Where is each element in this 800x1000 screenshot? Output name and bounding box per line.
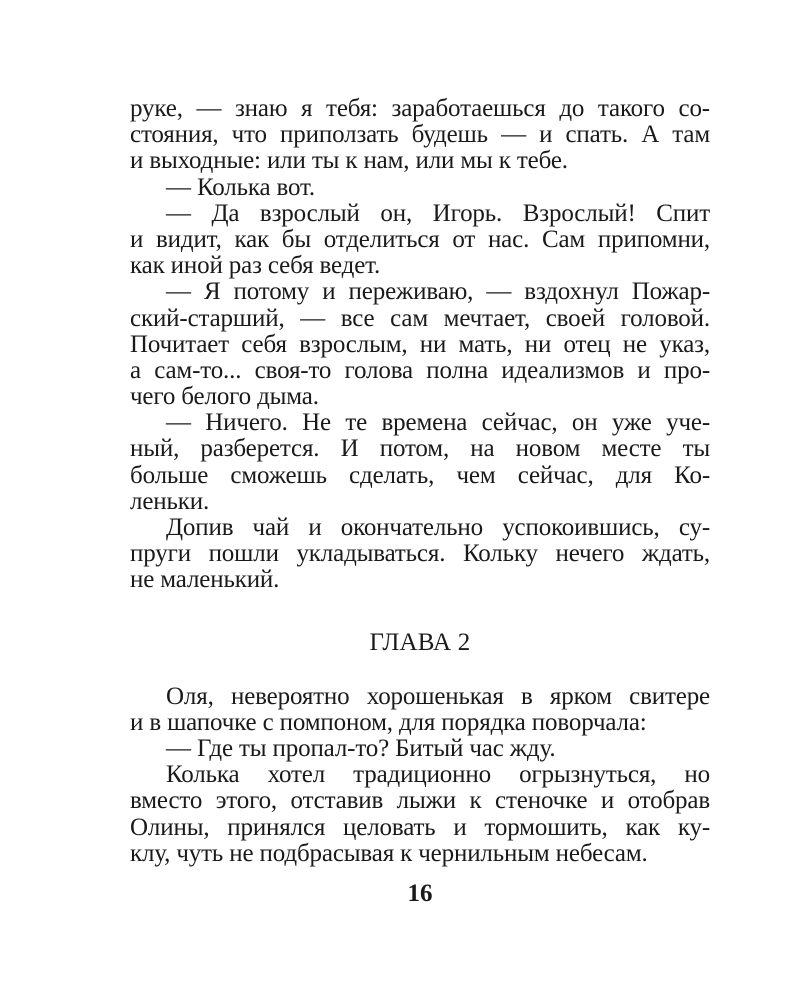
text-line: и в шапочке с помпоном, для порядка поворчала: [130,708,647,736]
text-line: клу, чуть не подбрасывая к чернильным небесам. [130,839,648,867]
text-line: — Я потому и переживаю, — вздохнул Пожар- [166,278,710,306]
text-line: стояния, что приползать будешь — и спать. А там [130,121,710,149]
text-line: не маленький. [130,566,280,594]
text-line: и выходные: или ты к нам, или мы к тебе. [130,147,568,175]
text-block-bottom [130,684,710,867]
text-line: Оля, невероятно хорошенькая в ярком свитере [166,682,710,710]
page-number: 16 [407,880,433,907]
text-line: Допив чай и окончательно успокоившись, су- [166,514,710,541]
text-line: и видит, как бы отделиться от нас. Сам припомни, [130,225,710,253]
text-line: ский-старший, — все сам мечтает, своей головой. [130,304,710,332]
text-line: леньки. [130,487,210,515]
text-line: больше сможешь сделать, чем сейчас, для Ко- [130,461,710,489]
text-line: Олины, принялся целовать и тормошить, как ку- [130,813,710,841]
text-line: — Колька вот. [166,173,315,201]
text-line: Колька хотел традиционно огрызнуться, но [166,761,710,789]
chapter-heading: ГЛАВА 2 [369,628,471,656]
text-line: ный, разберется. И потом, на новом месте ты [130,435,710,463]
text-block-top [130,96,710,594]
text-line: чего белого дыма. [130,383,319,411]
text-line: а сам-то... своя-то голова полна идеализмов и про- [130,356,710,384]
text-line: — Да взрослый он, Игорь. Взрослый! Спит [166,199,710,227]
text-line: вместо этого, отставив лыжи к стеночке и отобрав [130,787,710,815]
text-line: пруги пошли укладываться. Кольку нечего ждать, [130,540,710,568]
text-line: как иной раз себя ведет. [130,252,381,280]
text-line: — Ничего. Не те времена сейчас, он уже уче- [166,409,710,437]
text-line: руке, — знаю я тебя: заработаешься до такого со- [130,95,710,122]
text-line: — Где ты пропал-то? Битый час жду. [166,734,556,762]
text-line: Почитает себя взрослым, ни мать, ни отец не указ, [130,330,710,358]
page-body [130,96,710,867]
